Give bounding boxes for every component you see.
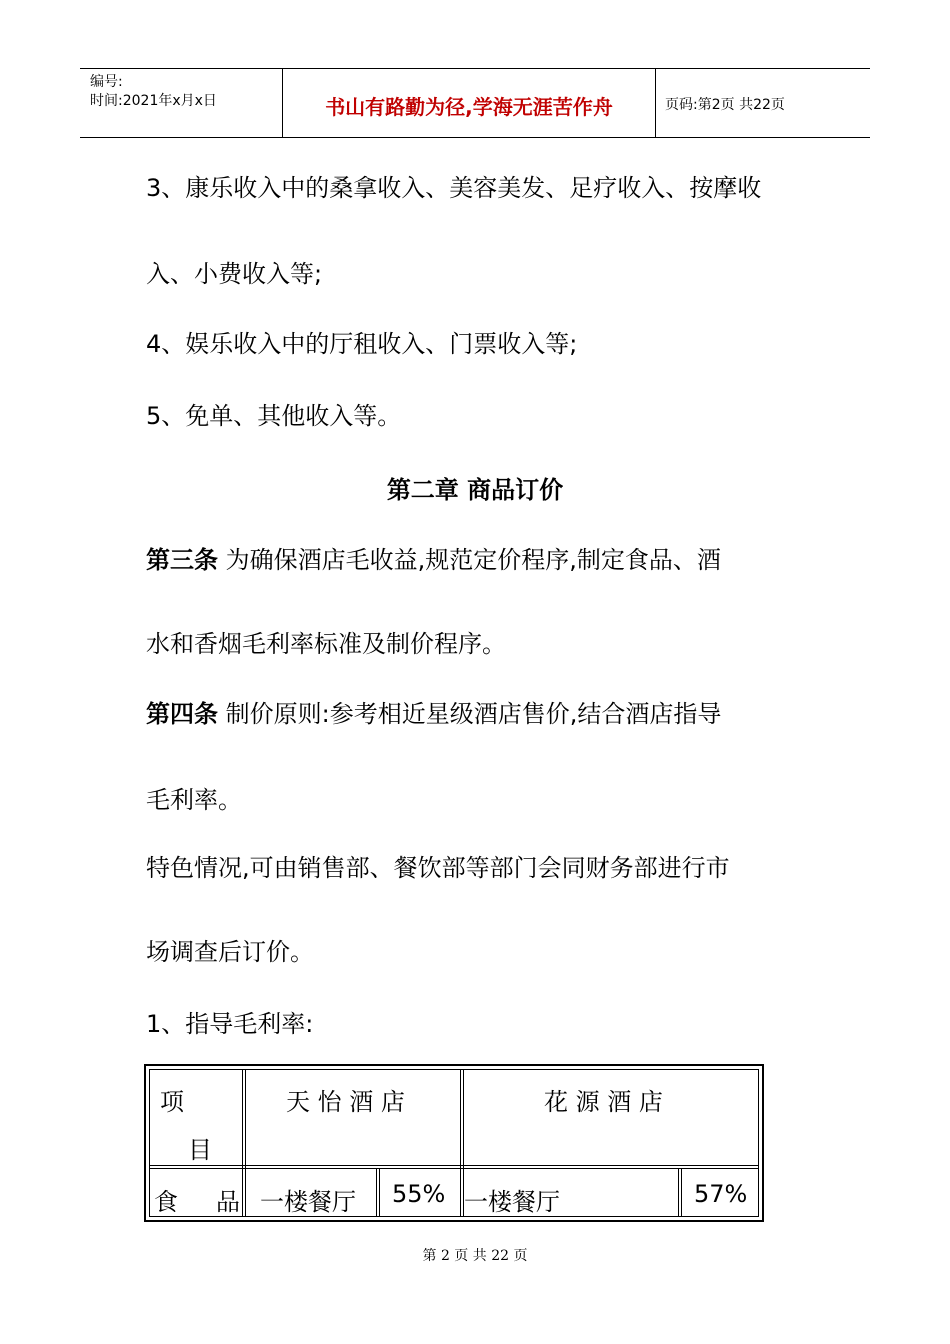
header-motto: 书山有路勤为径,学海无涯苦作舟 [325, 95, 613, 119]
table-cell-category: 品 [216, 1188, 240, 1216]
header-meta [90, 73, 217, 111]
table-inner-border [149, 1069, 759, 1217]
number-label: 编号: [90, 74, 123, 90]
paragraph-line: 5、免单、其他收入等。 [146, 402, 402, 430]
article-4 [146, 694, 721, 729]
chapter-heading: 第二章 商品订价 [386, 476, 564, 504]
paragraph-line: 场调查后订价。 [146, 938, 314, 966]
paragraph-line: 3、康乐收入中的桑拿收入、美容美发、足疗收入、按摩收 [146, 174, 762, 202]
table-header-hotel1: 天 怡 酒 店 [286, 1088, 405, 1116]
header-table [80, 68, 870, 138]
table-col-divider [681, 1168, 682, 1217]
table-row-divider [149, 1165, 759, 1166]
list-item-heading: 1、指导毛利率: [146, 1010, 314, 1038]
page-footer: 第 2 页 共 22 页 [422, 1248, 528, 1264]
table-cell-category: 食 [154, 1188, 178, 1216]
paragraph-line: 毛利率。 [146, 786, 242, 814]
table-cell-outlet: 一楼餐厅 [260, 1188, 356, 1216]
article-4-text: 制价原则:参考相近星级酒店售价,结合酒店指导 [218, 700, 722, 728]
article-3-text: 为确保酒店毛收益,规范定价程序,制定食品、酒 [218, 546, 721, 574]
paragraph-line: 4、娱乐收入中的厅租收入、门票收入等; [146, 330, 578, 358]
article-3 [146, 540, 721, 575]
paragraph-line: 入、小费收入等; [146, 260, 323, 288]
article-3-label: 第三条 [146, 546, 218, 574]
table-col-divider [678, 1168, 679, 1217]
article-4-label: 第四条 [146, 700, 218, 728]
table-col-divider [245, 1069, 246, 1217]
table-header-item: 目 [188, 1136, 212, 1164]
paragraph-line: 水和香烟毛利率标准及制价程序。 [146, 630, 506, 658]
header-page-info: 页码:第2页 共22页 [665, 97, 785, 113]
table-cell-rate: 57% [694, 1180, 748, 1208]
table-cell-outlet: 一楼餐厅 [464, 1188, 560, 1216]
table-header-hotel2: 花 源 酒 店 [544, 1088, 663, 1116]
table-col-divider [379, 1168, 380, 1217]
paragraph-line: 特色情况,可由销售部、餐饮部等部门会同财务部进行市 [146, 854, 730, 882]
time-label: 时间:2021年x月x日 [90, 93, 217, 109]
table-col-divider [242, 1069, 243, 1217]
table-col-divider [460, 1069, 461, 1217]
table-header-item: 项 [160, 1088, 184, 1116]
header-divider [655, 69, 656, 137]
table-cell-rate: 55% [392, 1180, 446, 1208]
table-col-divider [376, 1168, 377, 1217]
margin-table [144, 1064, 764, 1222]
table-row-divider [149, 1168, 759, 1169]
